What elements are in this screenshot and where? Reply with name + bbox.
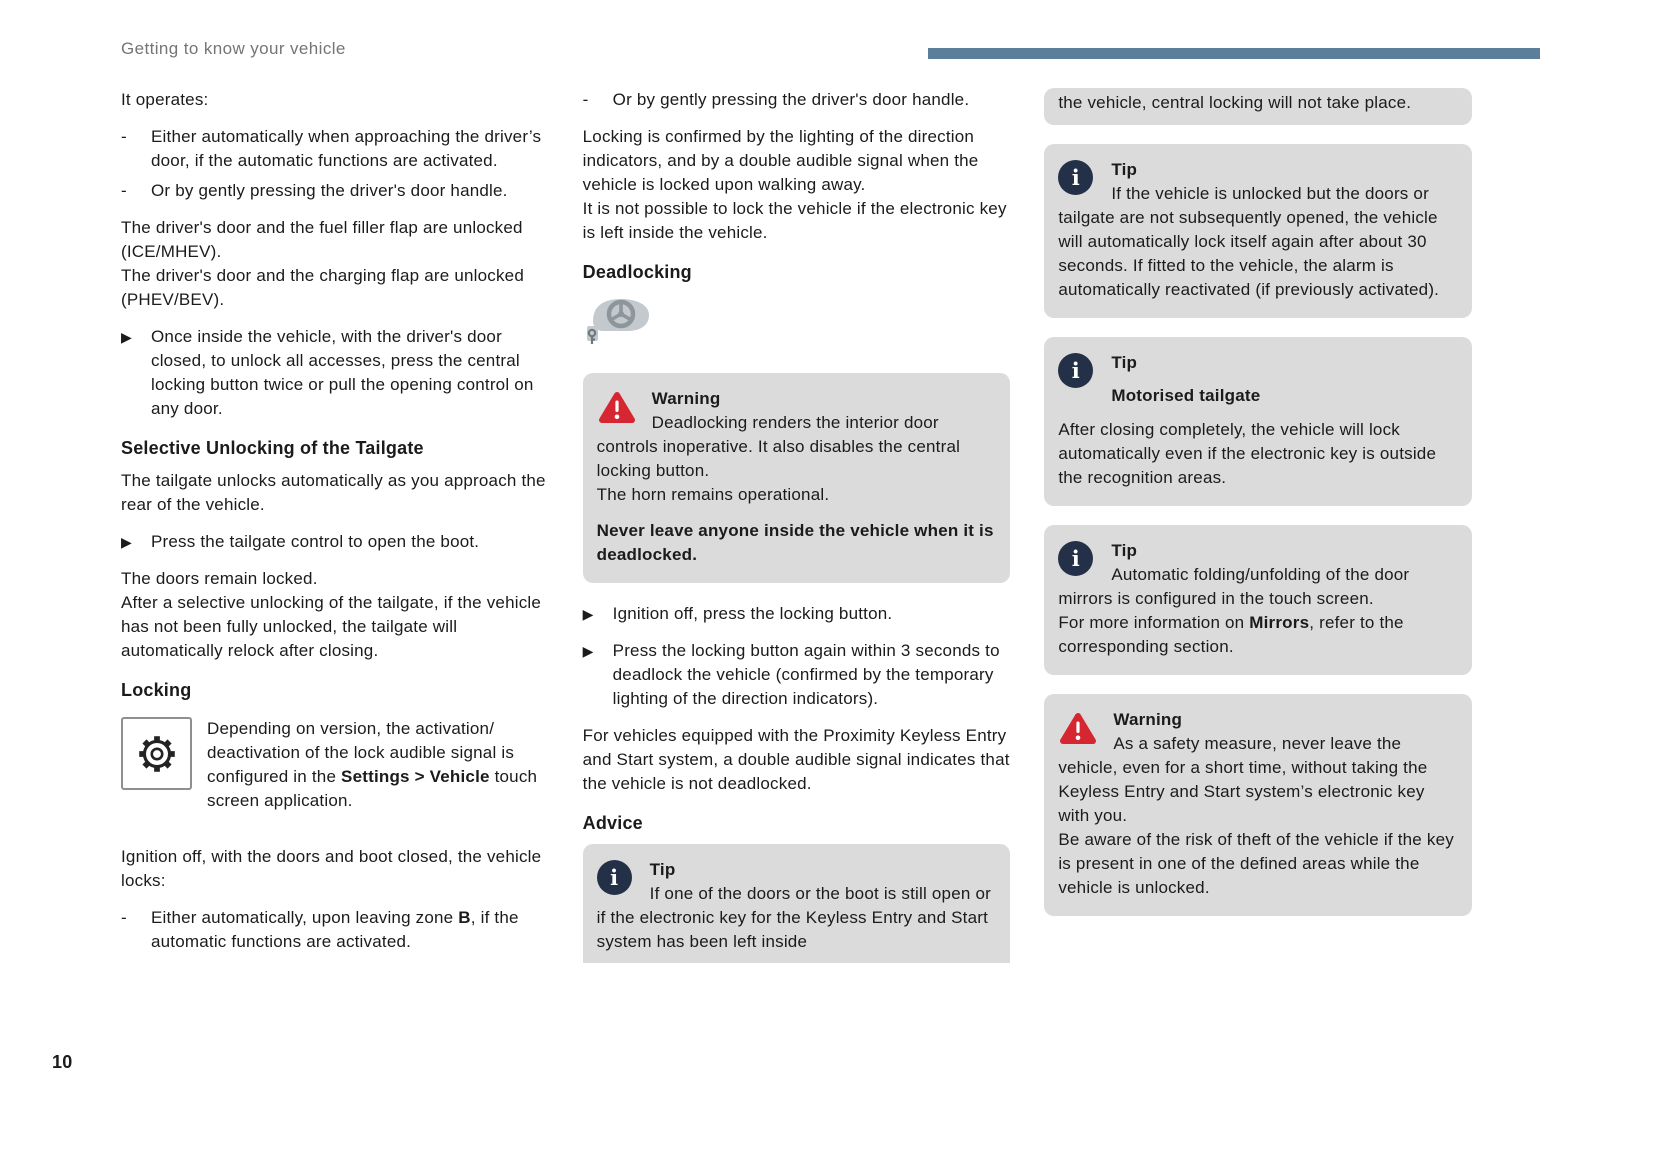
arrow-bullet-icon: ▶ (582, 606, 594, 622)
tip-text: Automatic folding/unfolding of the door mirrors is configured in the touch screen. (1058, 565, 1410, 608)
info-glyph: i (610, 865, 619, 890)
tip-continuation-box (1044, 88, 1472, 125)
action-item (121, 530, 549, 554)
paragraph-group (121, 216, 549, 312)
page-number: 10 (52, 1052, 73, 1072)
tip-text: After closing completely, the vehicle will lock automatically even if the electronic key is outside the recognition areas. (1058, 420, 1437, 487)
dash-bullet-icon: - (582, 90, 589, 109)
list-item-text: Either automatically, upon leaving zone B, if the automatic functions are activated. (151, 908, 519, 951)
paragraph-group (121, 567, 549, 663)
tip-text: the vehicle, central locking will not take place. (1058, 93, 1412, 112)
tip-text: For more information on Mirrors, refer to the corresponding section. (1058, 613, 1404, 656)
action-text: Press the locking button again within 3 seconds to deadlock the vehicle (confirmed by the temporary lighting of the direction indicators). (612, 641, 1000, 708)
tip-box-keyless (583, 844, 1011, 963)
steering-wheel-key-icon (583, 293, 1011, 347)
action-item (121, 325, 549, 421)
accent-bar (928, 48, 1540, 59)
paragraph-group (583, 125, 1011, 245)
tip-title: Tip (649, 860, 676, 879)
arrow-bullet-icon: ▶ (121, 329, 132, 345)
settings-note-text: Depending on version, the activation/ deactivation of the lock audible signal is configured in the Settings > Vehicle touch screen application. (207, 719, 538, 810)
paragraph: The doors remain locked. (121, 569, 318, 588)
column-middle (583, 88, 1011, 963)
warning-box-key-safety (1044, 694, 1472, 916)
info-glyph: i (1071, 358, 1080, 383)
page-content (121, 88, 1472, 967)
gear-icon (121, 717, 192, 790)
warning-text: The horn remains operational. (596, 485, 830, 504)
column-left (121, 88, 549, 967)
paragraph: After a selective unlocking of the tailgate, if the vehicle has not been fully unlocked, the tailgate will automatically relock after closing. (121, 593, 542, 660)
action-text: Ignition off, press the locking button. (612, 604, 893, 623)
paragraph: The driver's door and the fuel filler flap are unlocked (ICE/MHEV). (121, 218, 523, 261)
tip-title: Tip (1111, 541, 1138, 560)
bullet-list (121, 906, 549, 954)
list-item (121, 125, 549, 173)
tip-text: If the vehicle is unlocked but the doors or tailgate are not subsequently opened, the vehicle will automatically lock itself again after about 30 seconds. If fitted to the vehicle, the alarm is automatically reactivated (if previously activated). (1058, 184, 1440, 299)
tip-box-autolock (1044, 144, 1472, 318)
warning-text: Deadlocking renders the interior door controls inoperative. It also disables the central locking button. (596, 413, 961, 480)
warning-box-deadlocking (583, 373, 1011, 583)
arrow-bullet-icon: ▶ (582, 643, 594, 659)
dash-bullet-icon: - (121, 908, 127, 927)
bullet-list (583, 88, 1011, 112)
tip-box-motorised-tailgate (1044, 337, 1472, 506)
arrow-bullet-icon: ▶ (121, 534, 132, 550)
tip-text: If one of the doors or the boot is still open or if the electronic key for the Keyless Entry and Start system has been left inside (596, 884, 991, 951)
info-glyph: i (1071, 546, 1080, 571)
tip-title: Tip (1111, 160, 1138, 179)
info-icon (1058, 353, 1093, 388)
warning-text: Be aware of the risk of theft of the vehicle if the key is present in one of the defined areas while the vehicle is unlocked. (1058, 830, 1454, 897)
heading-locking: Locking (121, 680, 192, 700)
list-item-text: Or by gently pressing the driver's door handle. (612, 90, 970, 109)
action-text: Once inside the vehicle, with the driver's door closed, to unlock all accesses, press the central locking button twice or pull the opening control on any door. (151, 327, 534, 418)
warning-bold-text: Never leave anyone inside the vehicle when it is deadlocked. (596, 521, 994, 564)
list-item-text: Or by gently pressing the driver's door handle. (151, 181, 508, 200)
action-text: Press the tailgate control to open the boot. (151, 532, 480, 551)
dash-bullet-icon: - (121, 127, 127, 146)
warning-title: Warning (1113, 710, 1183, 729)
warning-icon (1058, 710, 1098, 747)
warning-icon (597, 389, 637, 426)
paragraph: For vehicles equipped with the Proximity Keyless Entry and Start system, a double audible signal indicates that the vehicle is not deadlocked. (582, 726, 1010, 793)
bullet-list (121, 125, 549, 203)
list-item (121, 179, 549, 203)
paragraph: Locking is confirmed by the lighting of the direction indicators, and by a double audible signal when the vehicle is locked upon walking away. (582, 127, 979, 194)
action-item (583, 639, 1011, 711)
dash-bullet-icon: - (121, 181, 127, 200)
heading-deadlocking: Deadlocking (582, 262, 692, 282)
info-icon (597, 860, 632, 895)
info-glyph: i (1071, 165, 1080, 190)
heading-selective-unlocking: Selective Unlocking of the Tailgate (121, 438, 424, 458)
paragraph: The driver's door and the charging flap are unlocked (PHEV/BEV). (121, 266, 524, 309)
heading-advice: Advice (582, 813, 643, 833)
paragraph: The tailgate unlocks automatically as you approach the rear of the vehicle. (121, 471, 546, 514)
warning-title: Warning (651, 389, 721, 408)
list-item (583, 88, 1011, 112)
tip-title: Tip (1111, 353, 1138, 372)
paragraph: Ignition off, with the doors and boot closed, the vehicle locks: (121, 847, 542, 890)
warning-text: As a safety measure, never leave the vehicle, even for a short time, without taking the Keyless Entry and Start system’s electronic key with you. (1058, 734, 1428, 825)
tip-box-mirrors (1044, 525, 1472, 675)
settings-note (121, 717, 549, 813)
list-item-text: Either automatically when approaching the driver’s door, if the automatic functions are activated. (151, 127, 542, 170)
action-item (583, 602, 1011, 626)
intro-text: It operates: (121, 90, 209, 109)
section-title: Getting to know your vehicle (121, 39, 346, 58)
paragraph: It is not possible to lock the vehicle if the electronic key is left inside the vehicle. (582, 199, 1007, 242)
list-item (121, 906, 549, 954)
tip-subtitle: Motorised tailgate (1111, 386, 1261, 405)
column-right (1044, 88, 1472, 935)
